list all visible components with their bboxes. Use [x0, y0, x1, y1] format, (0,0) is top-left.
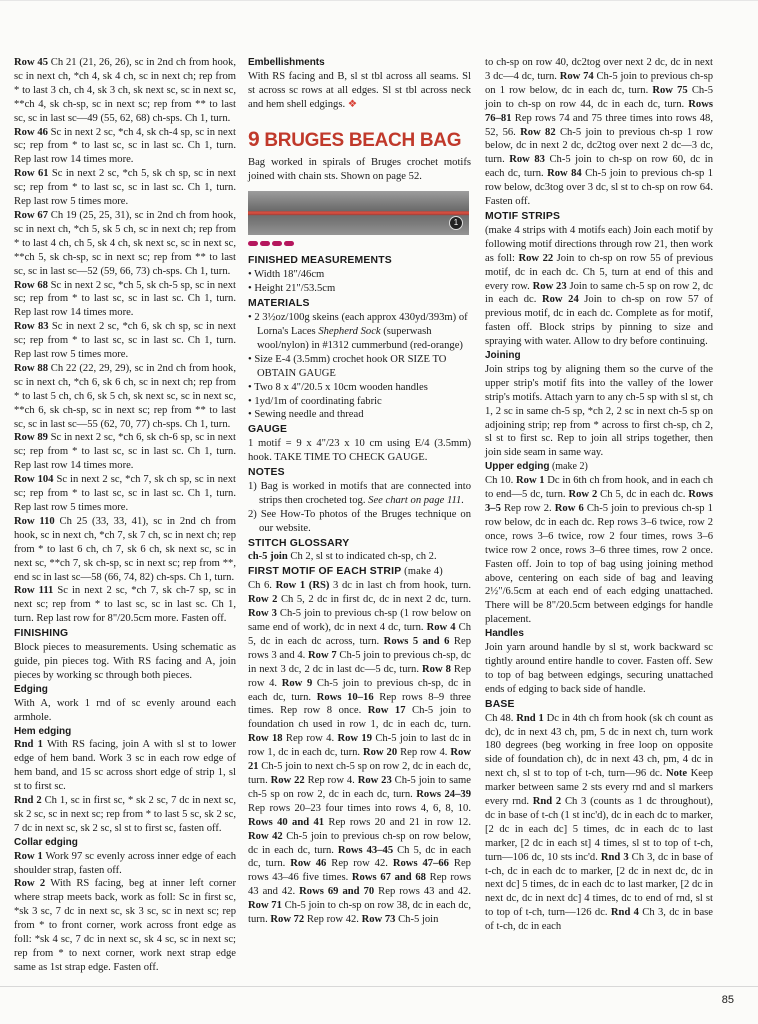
row-104: Row 104 Sc in next 2 sc, *ch 7, sk ch sp, sc in next sc; rep from * to last sc, sc in last sc. Ch 1, turn. Rep last row 5 times more.: [14, 474, 236, 513]
skill-level-bar: [248, 241, 471, 246]
row-61: Row 61 Sc in next 2 sc, *ch 5, sk ch sp, sc in next sc; rep from * to last sc, sc in last sc. Ch 1, turn. Rep last row 5 times more.: [14, 168, 236, 208]
first-motif-text: Ch 6. Row 1 (RS) 3 dc in last ch from hook, turn. Row 2 Ch 5, 2 dc in first dc, dc in next 2 dc, turn. Row 3 Ch-5 join to previous ch-sp (1 row below on same end of work), dc in next 4 dc, turn. Row 4 Ch 5, dc in each dc across, turn. Rows 5 and 6 Rep rows 3 and 4. Row 7 Ch-5 join to previous ch-sp, dc in next 3 dc, 2 dc in last dc—5 dc, turn. Row 8 Rep row 4. Row 9 Ch-5 join to previous ch-sp, dc in each dc, turn. Rows 10–16 Rep rows 8–9 three times. Rep row 8 once. Row 17 Ch-5 join to foundation ch used in row 1, dc in each dc, turn. Row 18 Rep row 4. Row 19 Ch-5 join to last dc in row 1, dc in each dc, turn. Row 20 Rep row 4. Row 21 Ch-5 join to next ch-5 sp on row 2, dc in each dc, turn. Row 22 Rep row 4. Row 23 Ch-5 join to same ch-5 sp on row 2, dc in each dc, turn. Rows 24–39 Rep rows 20–23 four times into rows 4, 6, 8, 10. Rows 40 and 41 Rep rows 20 and 21 in row 12. Row 42 Ch-5 join to previous ch-sp on row below, dc in each dc, turn. Rows 43–45 Ch 5, dc in each dc, turn. Row 46 Rep row 42. Rows 47–66 Rep rows 43–46 five times. Rows 67 and 68 Rep rows 43 and 42. Rows 69 and 70 Rep rows 43 and 42. Row 71 Ch-5 join to ch-sp on row 38, dc in each dc, turn. Row 72 Rep row 42. Row 73 Ch-5 join: [248, 580, 472, 926]
motif-strips-heading: MOTIF STRIPS: [485, 210, 561, 222]
finished-measurements-heading: FINISHED MEASUREMENTS: [248, 255, 392, 267]
joining-text: Join strips tog by aligning them so the curve of the upper strip's motif fits into the valley of the lower strip's motifs. Attach yarn to any ch-5 sp with sl st, ch 1, 2 sc in same ch-5 sp, *ch 2, 2 sc in next ch-5 sp on adjoining strip; rep from * across to first ch-sp, ch 2, sl st to first sc. Rep to join all strips together, then join side seam in same way.: [485, 363, 713, 459]
note-1: 1) Bag is worked in motifs that are connected into strips then crocheted tog. See chart on page 111.: [248, 480, 471, 506]
base-heading: BASE: [485, 698, 515, 710]
collar-edging-heading: Collar edging: [14, 836, 78, 848]
column-1: [14, 56, 236, 975]
material-fabric: • 1yd/1m of coordinating fabric: [248, 395, 382, 407]
upper-edging-text: Ch 10. Row 1 Dc in 6th ch from hook, and in each ch to end—5 dc, turn. Row 2 Ch 5, dc in each dc. Rows 3–5 Rep row 2. Row 6 Ch-5 join to previous ch-sp 1 row below, dc in each dc. Rep rows 3–6 twice, row 2 once, rows 3–6 twice, row 2 four times, rows 3–6 twice row 2 once, rows 3–6 three times, row 2 once. Fasten off. Join to top of bag using joining method above, centering on each side of bag and leaving 2½"/6.5cm at each end of each edging unattached. There will be 8"/20.5cm between edgings for handle placement.: [485, 475, 714, 626]
embellishments-heading: Embellishments: [248, 57, 325, 68]
collar-row-2: Row 2 With RS facing, beg at inner left corner where strap meets back, work as foll: Sc in first sc, *sk 3 sc, 7 dc in next sc, sk 3 sc, sc in next sc; rep from * to front corner, work across front edge as foll: *sk 4 sc, 7 dc in next sc, sk 4 sc, sc in next sc; rep from * to next corner, work next strap edge same as 1st strap edge. Fasten off.: [14, 878, 236, 973]
row-68: Row 68 Sc in next 2 sc, *ch 5, sk ch-5 sp, sc in next sc; rep from * to last sc, sc in last sc. Ch 1, turn. Rep last row 14 times more.: [14, 279, 236, 319]
row-88: Row 88 Ch 22 (22, 29, 29), sc in 2nd ch from hook, sc in next ch, *ch 6, sk 6 ch, sc in next ch; rep from * to last 5 ch, ch 6, sk 5 ch, sk next sc, sc in next sc, **ch 6, sk ch-sp, sc in next sc; rep from ** to last sc, sc in last sc—55 (62, 70, 77) ch-sps. Ch 1, turn.: [14, 362, 236, 430]
row-89: Row 89 Sc in next 2 sc, *ch 6, sk ch-6 sp, sc in next sc; rep from * to last sc, sc in last sc. Ch 1, turn. Rep last row 14 times more.: [14, 432, 236, 472]
column-2: [248, 56, 471, 927]
measure-height: • Height 21"/53.5cm: [248, 283, 336, 295]
footer-rule: [0, 986, 758, 987]
material-hook: • Size E-4 (3.5mm) crochet hook OR SIZE TO OBTAIN GAUGE: [248, 353, 447, 379]
row-67: Row 67 Ch 19 (25, 25, 31), sc in 2nd ch from hook, sc in next ch, *ch 5, sk 5 ch, sc in next ch; rep from * to last 4 ch, ch 5, sk 4 ch, sk next sc, sc in next sc, **ch 5, sk ch-sp, sc in next sc; rep from ** to last sc, sc in last sc—52 (59, 66, 73) ch-sps. Ch 1, turn.: [14, 209, 236, 277]
joining-heading: Joining: [485, 350, 521, 362]
glossary-ch5-join: ch-5 join Ch 2, sl st to indicated ch-sp, ch 2.: [248, 551, 437, 563]
measure-width: • Width 18"/46cm: [248, 269, 325, 281]
gauge-text: 1 motif = 9 x 4"/23 x 10 cm using E/4 (3.5mm) hook. TAKE TIME TO CHECK GAUGE.: [248, 438, 471, 464]
edging-text: With A, work 1 rnd of sc evenly around each armhole.: [14, 697, 236, 723]
note-2: 2) See How-To photos of the Bruges technique on our website.: [248, 508, 471, 534]
material-yarn: • 2 3½oz/100g skeins (each approx 430yd/393m) of Lorna's Laces Shepherd Sock (superwash wool/nylon) in #1312 cummerbund (red-orange): [248, 312, 468, 351]
collar-row-1: Row 1 Work 97 sc evenly across inner edge of each shoulder strap, fasten off.: [14, 850, 237, 876]
pattern-intro: Bag worked in spirals of Bruges crochet motifs joined with chain sts. Shown on page 52.: [248, 156, 471, 182]
first-motif-heading: FIRST MOTIF OF EACH STRIP (make 4): [248, 566, 443, 578]
notes-heading: NOTES: [248, 467, 285, 479]
motif-strips-text: (make 4 strips with 4 motifs each) Join each motif by following motif directions through row 21, then work as foll: Row 22 Join to ch-sp on row 55 of previous motif, dc in each dc. Ch 5, turn at end of this and every row. Row 23 Join to same ch-5 sp on row 2, dc in each dc. Row 24 Join to ch-sp on row 57 of previous motif, dc in each dc. Complete as for motif, fasten off. Block strips by pinning to size and spraying with water. Allow to dry before continuing.: [485, 224, 714, 348]
upper-edging-heading: Upper edging (make 2): [485, 461, 588, 473]
row-111: Row 111 Sc in next 2 sc, *ch 7, sk ch-7 sp, sc in next sc; rep from * to last sc, sc in last sc. Ch 1, turn. Rep last row for 8"/20.5cm more. Fasten off.: [14, 585, 236, 625]
embellishments-text: With RS facing and B, sl st tbl across all seams. Sl st across sc rows at all edges. Sl st tbl across neck and hem shell edgings. ❖: [248, 70, 471, 110]
hem-rnd-1: Rnd 1 With RS facing, join A with sl st to lower edge of hem band. Work 3 sc in each row edge of hem band, and 15 sc across short edge of strip 1, sl st to first sc.: [14, 739, 236, 793]
handles-heading: Handles: [485, 628, 524, 640]
hem-edging-heading: Hem edging: [14, 725, 72, 737]
finishing-heading: FINISHING: [14, 628, 69, 640]
stitch-glossary-heading: STITCH GLOSSARY: [248, 537, 350, 549]
first-motif-continued: to ch-sp on row 40, dc2tog over next 2 dc, dc in next 3 dc—4 dc, turn. Row 74 Ch-5 join to previous ch-sp on 1 row below, dc in each dc, turn. Row 75 Ch-5 join to ch-sp on row 44, dc in each dc, turn. Rows 76–81 Rep rows 74 and 75 three times into rows 48, 52, 56. Row 82 Ch-5 join to previous ch-sp 1 row below, dc in next 2 dc, dc2tog over next 2 dc—3 dc, turn. Row 83 Ch-5 join to ch-sp on row 60, dc in each dc, turn. Row 84 Ch-5 join to previous ch-sp 1 row below, dc3tog over 3 dc, sl st to ch-sp on row 64. Fasten off.: [485, 57, 714, 208]
finishing-text: Block pieces to measurements. Using schematic as guide, pin pieces tog. With RS facing and A, join pieces by working sc through both pieces.: [14, 642, 236, 681]
bag-photo-strip: [248, 191, 469, 235]
edging-heading: Edging: [14, 683, 48, 695]
row-46: Row 46 Sc in next 2 sc, *ch 4, sk ch-4 sp, sc in next sc; rep from * to last sc, sc in last sc. Ch 1, turn. Rep last row 14 times more.: [14, 126, 236, 166]
page-number: 85: [721, 994, 734, 1006]
material-needle: • Sewing needle and thread: [248, 409, 364, 421]
end-ornament-icon: ❖: [347, 98, 358, 110]
column-3: [485, 56, 713, 934]
materials-heading: MATERIALS: [248, 298, 310, 310]
skill-badge-icon: 1: [449, 216, 463, 230]
row-110: Row 110 Ch 25 (33, 33, 41), sc in 2nd ch from hook, sc in next ch, *ch 7, sk 7 ch, sc in next ch; rep from * to last 6 ch, ch 7, sk 6 ch, sk next sc, sc in next sc, **ch 7, sk ch-sp, sc in next sc; rep from **, end sc in last sc—58 (66, 74, 82) ch-sps. Ch 1, turn.: [14, 515, 236, 583]
material-handles: • Two 8 x 4"/20.5 x 10cm wooden handles: [248, 381, 428, 393]
pattern-title: 9 BRUGES BEACH BAG: [248, 127, 462, 151]
hem-rnd-2: Rnd 2 Ch 1, sc in first sc, * sk 2 sc, 7 dc in next sc, sk 2 sc, sc in next sc; rep from * to last 5 sc, sk 2 sc, 7 dc in next sc, sk 2 sc, sl st to first sc, fasten off.: [14, 795, 236, 834]
base-text: Ch 48. Rnd 1 Dc in 4th ch from hook (sk ch count as dc), dc in next 43 ch, pm, 5 dc in next ch, turn work 180 degrees (beg working in free loop on opposite side of foundation ch), dc in next 43 ch, pm, 4 dc in next ch, sl st to top of t-ch, turn—96 dc. Note Keep marker between same 2 sts every rnd and sl markers every rnd. Rnd 2 Ch 3 (counts as 1 dc throughout), dc in base of t-ch (1 st inc'd), dc in each dc to marker, [2 dc in each dc] 5 times, dc in each dc to last marker, [2 dc in each st] 4 times, sl st to top of t-ch, turn—106 dc, 10 sts inc'd. Rnd 3 Ch 3, dc in base of t-ch, dc in each dc to marker, [2 dc in next dc, dc in next dc] 5 times, dc in each dc to last marker, [2 dc in next dc, dc in next dc] 4 times, dc to end of rnd, sl st to top of t-ch, turn—126 dc. Rnd 4 Ch 3, dc in base of t-ch, dc in each: [485, 712, 714, 933]
handles-text: Join yarn around handle by sl st, work backward sc tightly around entire handle to cover. Fasten off. Sew to top of bag between edgings, securing unattached ends of edging to back side of handle.: [485, 642, 713, 695]
gauge-heading: GAUGE: [248, 424, 288, 436]
row-83: Row 83 Sc in next 2 sc, *ch 6, sk ch sp, sc in next sc; rep from * to last sc, sc in last sc. Ch 1, turn. Rep last row 5 times more.: [14, 321, 236, 361]
row-45: Row 45 Ch 21 (21, 26, 26), sc in 2nd ch from hook, sc in next ch, *ch 4, sk 4 ch, sc in next ch; rep from * to last 3 ch, ch 4, sk 3 ch, sk next sc, sc in next sc, **ch 4, sk ch-sp, sc in next sc; rep from ** to last sc, sc in last sc—49 (55, 62, 68) ch-sps. Ch 1, turn.: [14, 57, 236, 124]
